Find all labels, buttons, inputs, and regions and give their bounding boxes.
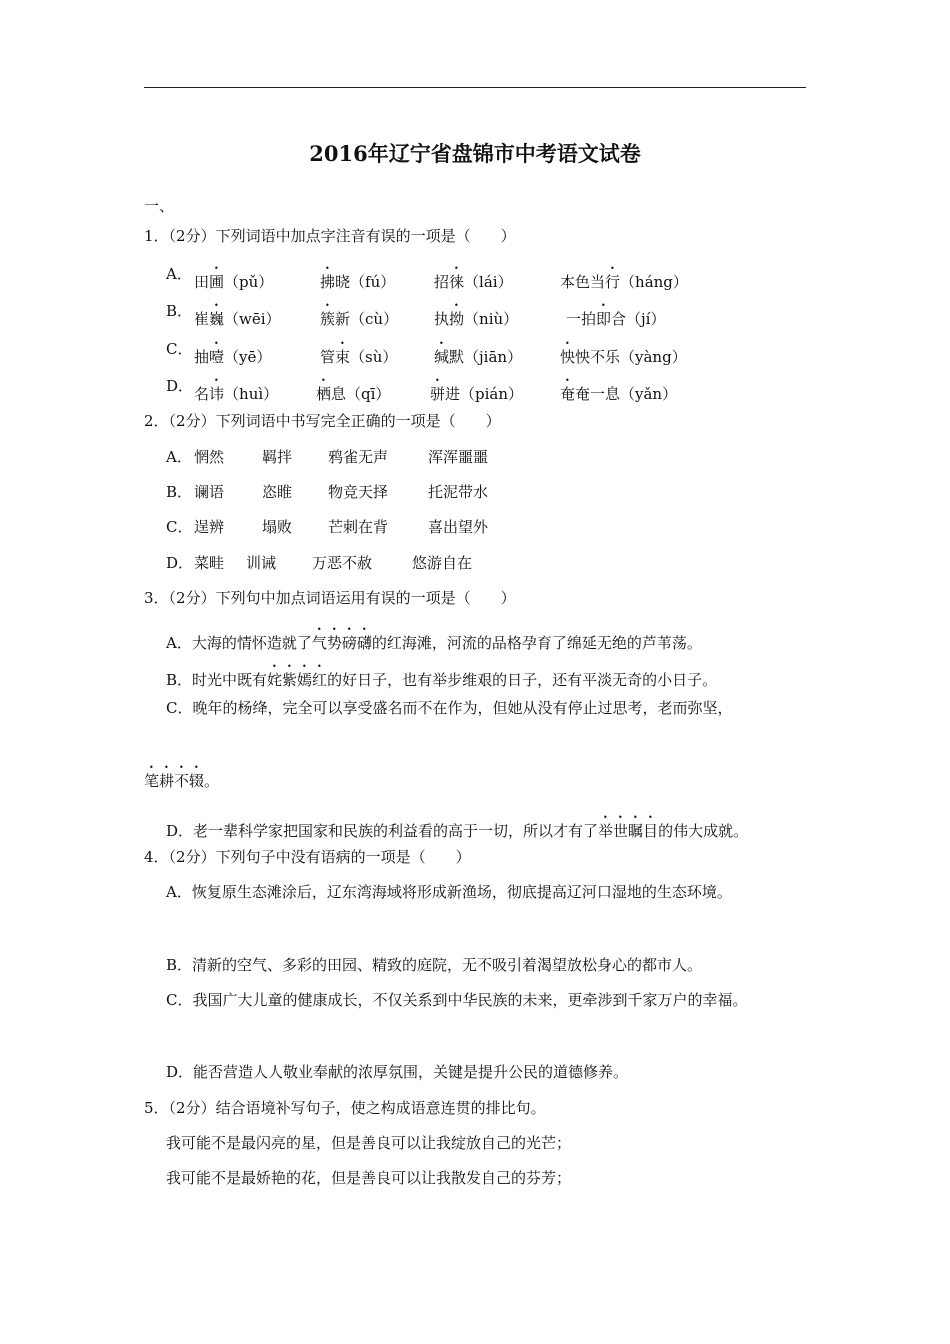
pinyin-item: 本色当行（háng）	[560, 273, 688, 291]
pinyin-item: 执拗（niù）	[434, 310, 519, 328]
word: 惘然	[194, 448, 225, 466]
header-rule	[144, 87, 806, 88]
pinyin-item: 招徕（lái）	[434, 273, 513, 291]
option-label: A．	[166, 448, 192, 466]
q3-option-c-continuation: 笔耕不辍。	[144, 772, 220, 790]
q3-option-d: D．老一辈科学家把国家和民族的利益看的高于一切，所以才有了举世瞩目的伟大成就。	[166, 822, 749, 840]
q4-stem: 4．（2分）下列句子中没有语病的一项是（ ）	[144, 848, 471, 866]
q4-option-c: C．我国广大儿童的健康成长，不仅关系到中华民族的未来，更牵涉到千家万户的幸福。	[166, 991, 748, 1009]
word: 万恶不赦	[312, 554, 373, 572]
word: 浑浑噩噩	[428, 448, 489, 466]
pinyin-item: 栖息（qī）	[316, 385, 391, 403]
pinyin-item: 崔巍（wēi）	[194, 310, 281, 328]
word: 鸦雀无声	[328, 448, 389, 466]
q5-line: 我可能不是最娇艳的花，但是善良可以让我散发自己的芬芳；	[166, 1169, 572, 1187]
option-label: C．	[166, 340, 193, 358]
q4-option-d: D．能否营造人人敬业奉献的浓厚氛围，关键是提升公民的道德修养。	[166, 1063, 629, 1081]
word: 悠游自在	[412, 554, 473, 572]
q3-option-a: A．大海的情怀造就了气势磅礴的红海滩，河流的品格孕育了绵延无绝的芦苇荡。	[166, 634, 702, 652]
option-label: D．	[166, 377, 194, 395]
pinyin-item: 缄默（jiān）	[434, 348, 523, 366]
pinyin-item: 奄奄一息（yǎn）	[560, 385, 678, 403]
pinyin-item: 田圃（pǔ）	[194, 273, 274, 291]
q3-option-b: B．时光中既有姹紫嫣红的好日子，也有举步维艰的日子，还有平淡无奇的小日子。	[166, 671, 718, 689]
q1-stem: 1．（2分）下列词语中加点字注音有误的一项是（ ）	[144, 227, 516, 245]
dotted-phrase: 笔耕不辍	[144, 772, 205, 790]
option-label: A．	[166, 265, 192, 283]
word: 谰语	[194, 483, 225, 501]
pinyin-item: 名讳（huì）	[194, 385, 279, 403]
section-heading: 一、	[144, 197, 175, 215]
pinyin-item: 簇新（cù）	[320, 310, 399, 328]
word: 塌败	[262, 518, 293, 536]
word: 喜出望外	[428, 518, 489, 536]
q5-stem: 5．（2分）结合语境补写句子，使之构成语意连贯的排比句。	[144, 1099, 546, 1117]
word: 逞辨	[194, 518, 225, 536]
pinyin-item: 骈进（pián）	[430, 385, 524, 403]
q4-option-a: A．恢复原生态滩涂后，辽东湾海域将形成新渔场，彻底提高辽河口湿地的生态环境。	[166, 883, 732, 901]
word: 训诫	[246, 554, 277, 572]
pinyin-item: 抽噎（yē）	[194, 348, 272, 366]
option-label: B．	[166, 302, 193, 320]
word: 托泥带水	[428, 483, 489, 501]
word: 羁拌	[262, 448, 293, 466]
word: 菜畦	[194, 554, 225, 572]
word: 芒刺在背	[328, 518, 389, 536]
pinyin-item: 一拍即合（jí）	[566, 310, 666, 328]
q5-line: 我可能不是最闪亮的星，但是善良可以让我绽放自己的光芒；	[166, 1134, 572, 1152]
pinyin-item: 管束（sù）	[320, 348, 398, 366]
word: 恣睢	[262, 483, 293, 501]
option-label: D．	[166, 554, 194, 572]
word: 物竞天择	[328, 483, 389, 501]
pinyin-item: 怏怏不乐（yàng）	[560, 348, 687, 366]
dotted-phrase: 气势磅礴	[311, 634, 372, 652]
option-label: B．	[166, 483, 193, 501]
dotted-phrase: 举世瞩目	[598, 822, 659, 840]
q4-option-b: B．清新的空气、多彩的田园、精致的庭院，无不吸引着渴望放松身心的都市人。	[166, 956, 703, 974]
exam-title: 2016年辽宁省盘锦市中考语文试卷	[309, 141, 641, 166]
q2-stem: 2．（2分）下列词语中书写完全正确的一项是（ ）	[144, 412, 501, 430]
q3-stem: 3．（2分）下列句中加点词语运用有误的一项是（ ）	[144, 589, 516, 607]
dotted-phrase: 姹紫嫣红	[267, 671, 328, 689]
option-label: C．	[166, 518, 193, 536]
pinyin-item: 拂晓（fú）	[320, 273, 396, 291]
q3-option-c: C．晚年的杨绛，完全可以享受盛名而不在作为，但她从没有停止过思考，老而弥坚，	[166, 699, 733, 717]
